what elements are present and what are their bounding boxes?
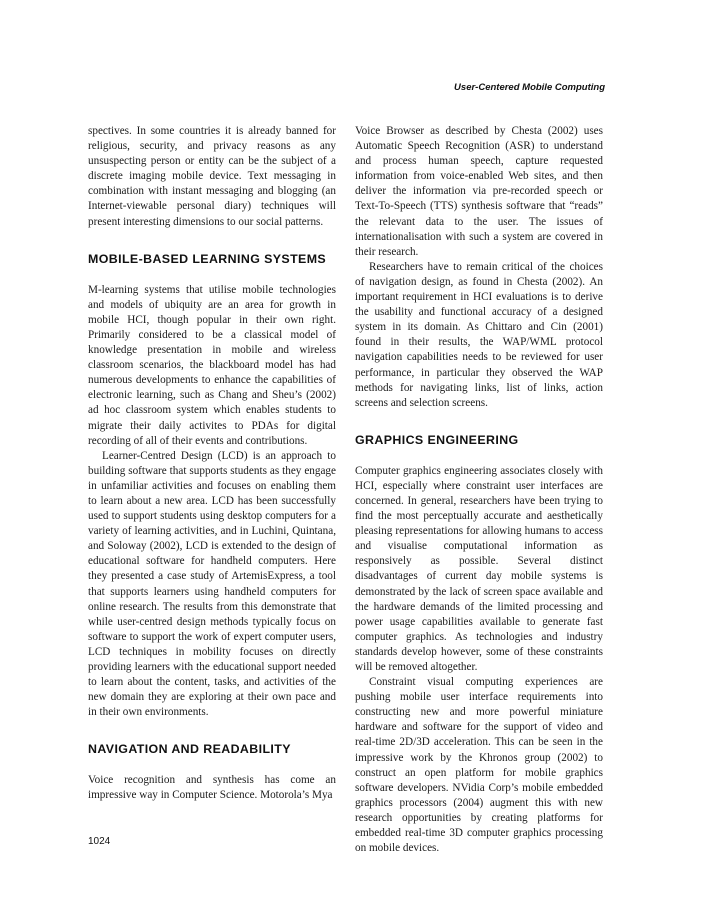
paragraph-lcd: Learner-Centred Design (LCD) is an approach to building software that supports students as they engage in unfamiliar activities and focuses on enabling them to learn about a new area. LCD has been successfully used to support students using desktop computers for a variety of learning activities, and in Luchini, Quintana, and Soloway (2002), LCD is extended to the design of educational software for handheld computers. Here they presented a case study of ArtemisExpress, a tool that supports learners using handheld computers for online research. The results from this demonstrate that while user-centred design methods typically focus on software to support the work of expert computer users, LCD techniques in mobility focuses on directly providing learners with the educational support needed to learn about the content, tasks, and activities of the new domain they are exploring at their own pace and in their own environments. (88, 449, 336, 719)
running-head: User-Centered Mobile Computing (454, 82, 605, 93)
section-heading-mobile-learning: MOBILE-BASED LEARNING SYSTEMS (88, 251, 327, 266)
paragraph-continuation: spectives. In some countries it is already banned for religious, security, and privacy reasons as any unsuspecting person or entity can be the subject of a discrete imaging mobile device. Text messaging in combination with instant messaging and blogging (an Internet-viewable personal diary) techniques will present interesting dimensions to our social patterns. (88, 125, 336, 228)
paragraph-graphics: Computer graphics engineering associates closely with HCI, especially where constraint user interfaces are concerned. In general, researchers have been trying to find the most perceptually accurate and aesthetically pleasing representations for allowing humans to access and visualise computational information as responsively as possible. Several distinct disadvantages of current day mobile systems is demonstrated by the lack of screen space available and the hardware demands of the limited processing and power usage capabilities available to generate fast computer graphics. As technologies and industry standards develop however, some of these constraints will be removed altogether. (355, 464, 603, 673)
right-column (355, 124, 603, 856)
section-heading-graphics: GRAPHICS ENGINEERING (355, 432, 519, 447)
paragraph-voice: Voice recognition and synthesis has come an impressive way in Computer Science. Motorola’s Mya (88, 774, 336, 802)
paragraph-researchers: Researchers have to remain critical of the choices of navigation design, as found in Chesta (2002). An important requirement in HCI evaluations is to derive the usability and functional accuracy of a designed system in its domain. As Chittaro and Cin (2001) found in their results, the WAP/WML protocol navigation capabilities needs to be reviewed for user performance, in particular they observed the WAP methods for navigating links, list of links, action screens and selection screens. (355, 260, 603, 409)
paragraph-constraint: Constraint visual computing experiences are pushing mobile user interface requirements into constructing new and more powerful miniature hardware and software for the support of video and real-time 2D/3D acceleration. This can be seen in the impressive work by the Khronos group (2002) to construct an open platform for mobile graphics software developers. NVidia Corp’s mobile embedded graphics processors (2004) augment this with new research opportunities by creating platforms for embedded real-time 3D computer graphics processing on mobile devices. (355, 676, 603, 855)
section-heading-navigation: NAVIGATION AND READABILITY (88, 742, 291, 757)
paragraph-mlearning: M-learning systems that utilise mobile technologies and models of ubiquity are an area for growth in mobile HCI, though popular in their own right. Primarily considered to be a classical model of knowledge presentation in mobile and wireless classroom scenarios, the blackboard model has had numerous developments to enhance the capabilities of electronic learning, such as Chang and Sheu’s (2002) ad hoc classroom system which enables students to migrate their daily activites to PDAs for digital recording of all of their events and contributions. (88, 283, 336, 447)
left-column (88, 124, 336, 804)
paragraph-voice-continued: Voice Browser as described by Chesta (2002) uses Automatic Speech Recognition (ASR) to understand and process human speech, capture requested information from voice-enabled Web sites, and then deliver the information via pre-recorded speech or Text-To-Speech (TTS) synthesis software that “reads” the relevant data to the user. The issues of internationalisation with such a system are covered in their research. (355, 125, 603, 258)
page-number: 1024 (88, 836, 111, 847)
